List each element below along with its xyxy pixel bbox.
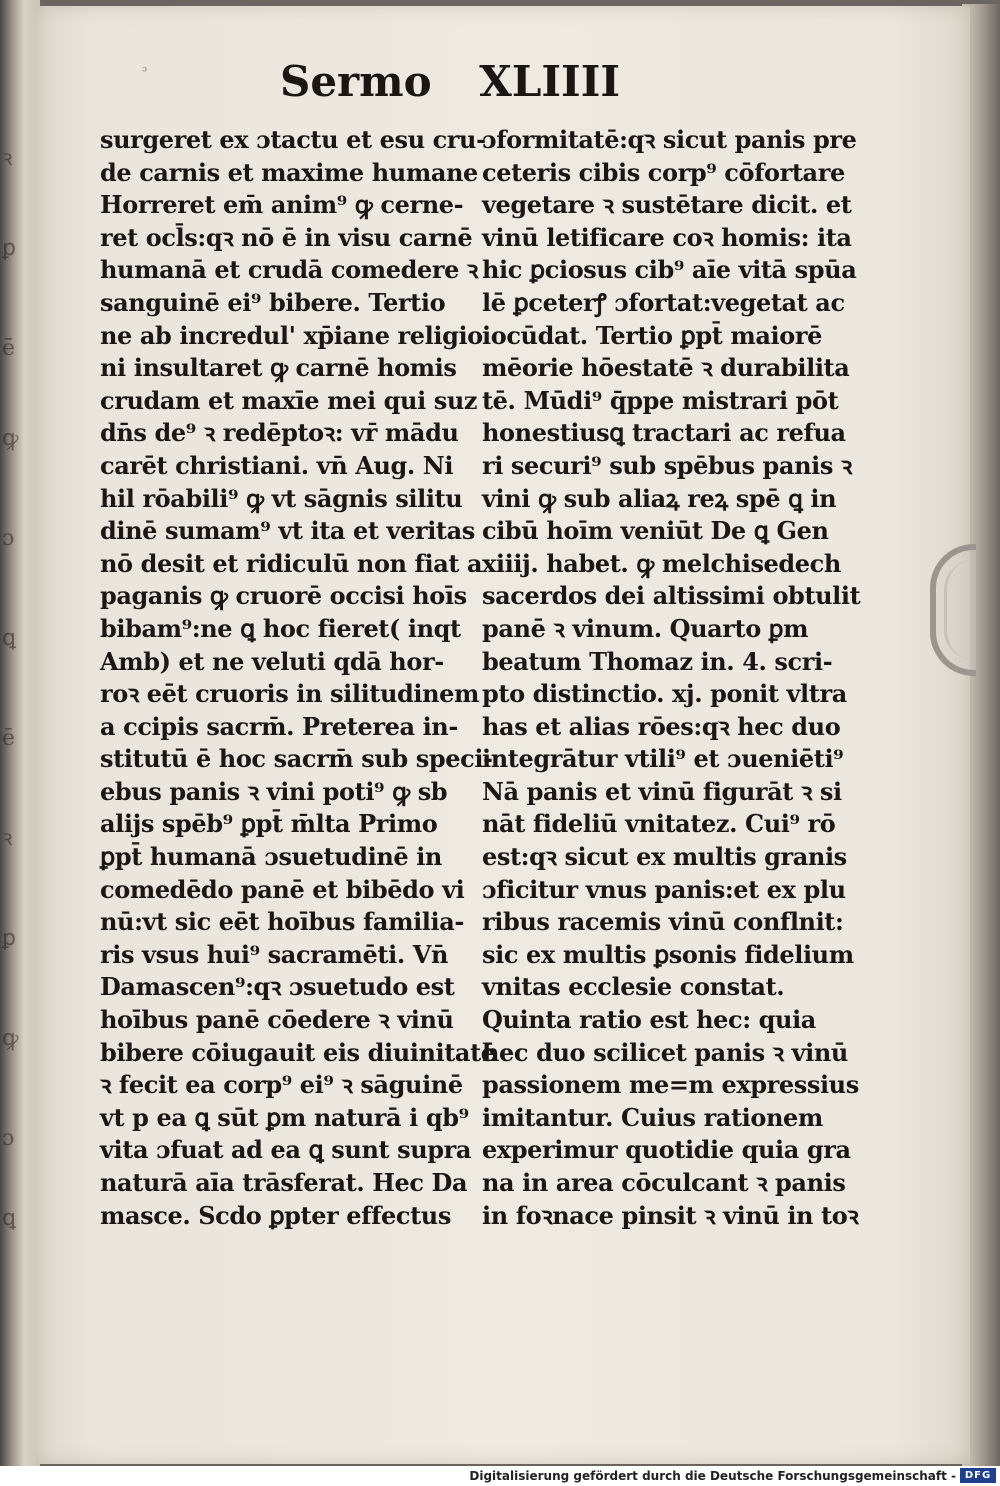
text-line: in foꝛnace pinsit ꝛ vinū in toꝛ [482,1200,859,1230]
text-line: has et alias rōes:qꝛ hec duo [482,711,841,741]
text-line: vegetare ꝛ sustētare dicit. et [482,190,852,220]
text-line: xiiij. habet. ꝙ melchisedech [482,548,841,578]
text-line: hec duo scilicet panis ꝛ vinū [482,1037,848,1067]
header-title: Sermo [280,57,432,106]
text-line: vini ꝙ sub aliaꝝ reꝝ spē ꝗ in [482,483,837,513]
text-line: humanā et crudā comedere ꝛ [100,255,478,285]
text-line: vinū letificare coꝛ homis: ita [482,222,852,252]
text-line: imitantur. Cuius rationem [482,1102,823,1132]
text-line: a ccipis sacrm̄. Preterea in- [100,711,458,741]
text-line: est:qꝛ sicut ex multis granis [482,842,847,872]
text-line: experimur quotidie quia gra [482,1135,851,1165]
text-line: ri securi⁹ sub spēbus panis ꝛ [482,450,852,480]
text-line: Damascen⁹:qꝛ ɔsuetudo est [100,972,455,1002]
text-line: integrātur vtili⁹ et ɔueniēti⁹ [482,744,844,774]
text-line: ꝛ fecit ea corp⁹ ei⁹ ꝛ sāguinē [100,1070,463,1100]
text-line: hoībus panē cōedere ꝛ vinū [100,1005,454,1035]
text-line: Horreret em̄ anim⁹ ꝙ cerne- [100,190,464,220]
dfg-logo: DFG [960,1468,996,1483]
text-line: passionem me=m expressius [482,1070,859,1100]
header-number: XLIIII [479,57,620,106]
text-line: sanguinē ei⁹ bibere. Tertio [100,287,446,317]
text-line: sacerdos dei altissimi obtulit [482,581,861,611]
text-line: ceteris cibis corp⁹ cōfortare [482,157,845,187]
text-line: crudam et maxīe mei qui suz [100,385,478,415]
text-line: alijs spēb⁹ ꝑpt̄ m̄lta Primo [100,809,438,839]
text-line: comedēdo panē et bibēdo vi [100,874,465,904]
text-line: surgeret ex ɔtactu et esu cru- [100,125,486,154]
footer-credit: Digitalisierung gefördert durch die Deutsche Forschungsgemeinschaft - [469,1469,956,1483]
text-line: roꝛ eēt cruoris in silitudinem [100,679,480,709]
text-line: panē ꝛ vinum. Quarto ꝑm [482,613,809,643]
text-line: Amb) et ne veluti qdā hor- [100,646,444,676]
text-line: dinē sumam⁹ vt ita et veritas [100,516,475,546]
text-line: pto distinctio. xj. ponit vltra [482,679,847,709]
text-line: ꝑpt̄ humanā ɔsuetudinē in [100,842,442,872]
footer-bar [0,1466,1000,1486]
text-line: tē. Mūdi⁹ q̄ppe mistrari pōt [482,385,839,415]
text-line: vt p ea ꝗ sūt ꝑm naturā i qb⁹ [100,1102,469,1132]
page-clip-inner [944,560,981,660]
text-line: ret ocl̄s:qꝛ nō ē in visu carnē [100,222,473,252]
text-line: dn̄s de⁹ ꝛ redēptoꝛ: vr̄ mādu [100,418,459,448]
text-line: de carnis et maxime humane [100,157,478,187]
text-line: na in area cōculcant ꝛ panis [482,1168,846,1197]
page-clip [930,544,976,676]
text-line: bibam⁹:ne ꝗ hoc fieret( inqt [100,613,461,643]
text-line: Nā panis et vinū figurāt ꝛ si [482,776,842,806]
text-line: ni insultaret ꝙ carnē homis [100,353,457,383]
text-line: nāt fideliū vnitatez. Cui⁹ rō [482,809,836,839]
text-line: ɔficitur vnus panis:et ex plu [482,874,846,904]
text-line: ris vsus hui⁹ sacramēti. Vn̄ [100,939,449,969]
text-line: nō desit et ridiculū non fiat a [100,548,483,578]
ink-mark: ᵓ [142,64,147,80]
text-line: Quinta ratio est hec: quia [482,1005,816,1035]
text-line: beatum Thomaz in. 4. scri- [482,646,833,676]
text-line: cibū hoīm veniūt De ꝗ Gen [482,516,829,546]
text-line: sic ex multis ꝑsonis fidelium [482,939,854,969]
text-line: stitutū ē hoc sacrm̄ sub speci- [100,744,493,774]
left-text-column [100,124,496,1232]
text-line: honestiusꝗ tractari ac refua [482,418,846,448]
text-line: masce. Scdo ꝑpter effectus [100,1200,451,1230]
text-line: carēt christiani. vn̄ Aug. Ni [100,450,454,480]
text-line: ɔformitatē:qꝛ sicut panis pre [482,125,857,154]
text-line: hic ꝑciosus cib⁹ aīe vitā spūa [482,255,857,285]
running-header [280,52,620,112]
text-line: lē ꝑceterꝭ ɔfortat:vegetat ac [482,287,845,317]
text-line: ribus racemis vinū conflnit: [482,907,844,937]
text-line: vnitas ecclesie constat. [482,972,785,1002]
right-text-column [482,124,861,1232]
text-line: paganis ꝙ cruorē occisi hoīs [100,581,467,611]
previous-page-edge: ꝛ ꝑ ē ꝙ ɔ ꝗ ē ꝛ ꝑ ꝙ ɔ ꝗ [0,0,40,1466]
text-line: vita ɔfuat ad ea ꝗ sunt supra [100,1135,472,1165]
text-line: ne ab incredul' xp̄iane religio [100,320,483,350]
text-line: mēorie hōestatē ꝛ durabilita [482,353,850,383]
text-line: naturā aīa trāsferat. Hec Da [100,1168,468,1197]
text-line: bibere cōiugauit eis diuinitatē [100,1037,496,1067]
text-line: ebus panis ꝛ vini poti⁹ ꝙ sb [100,776,448,806]
text-line: hil rōabili⁹ ꝙ vt sāgnis silitu [100,483,463,513]
text-line: iocūdat. Tertio ꝑpt̄ maiorē [482,320,822,350]
text-line: nū:vt sic eēt hoībus familia- [100,907,464,937]
